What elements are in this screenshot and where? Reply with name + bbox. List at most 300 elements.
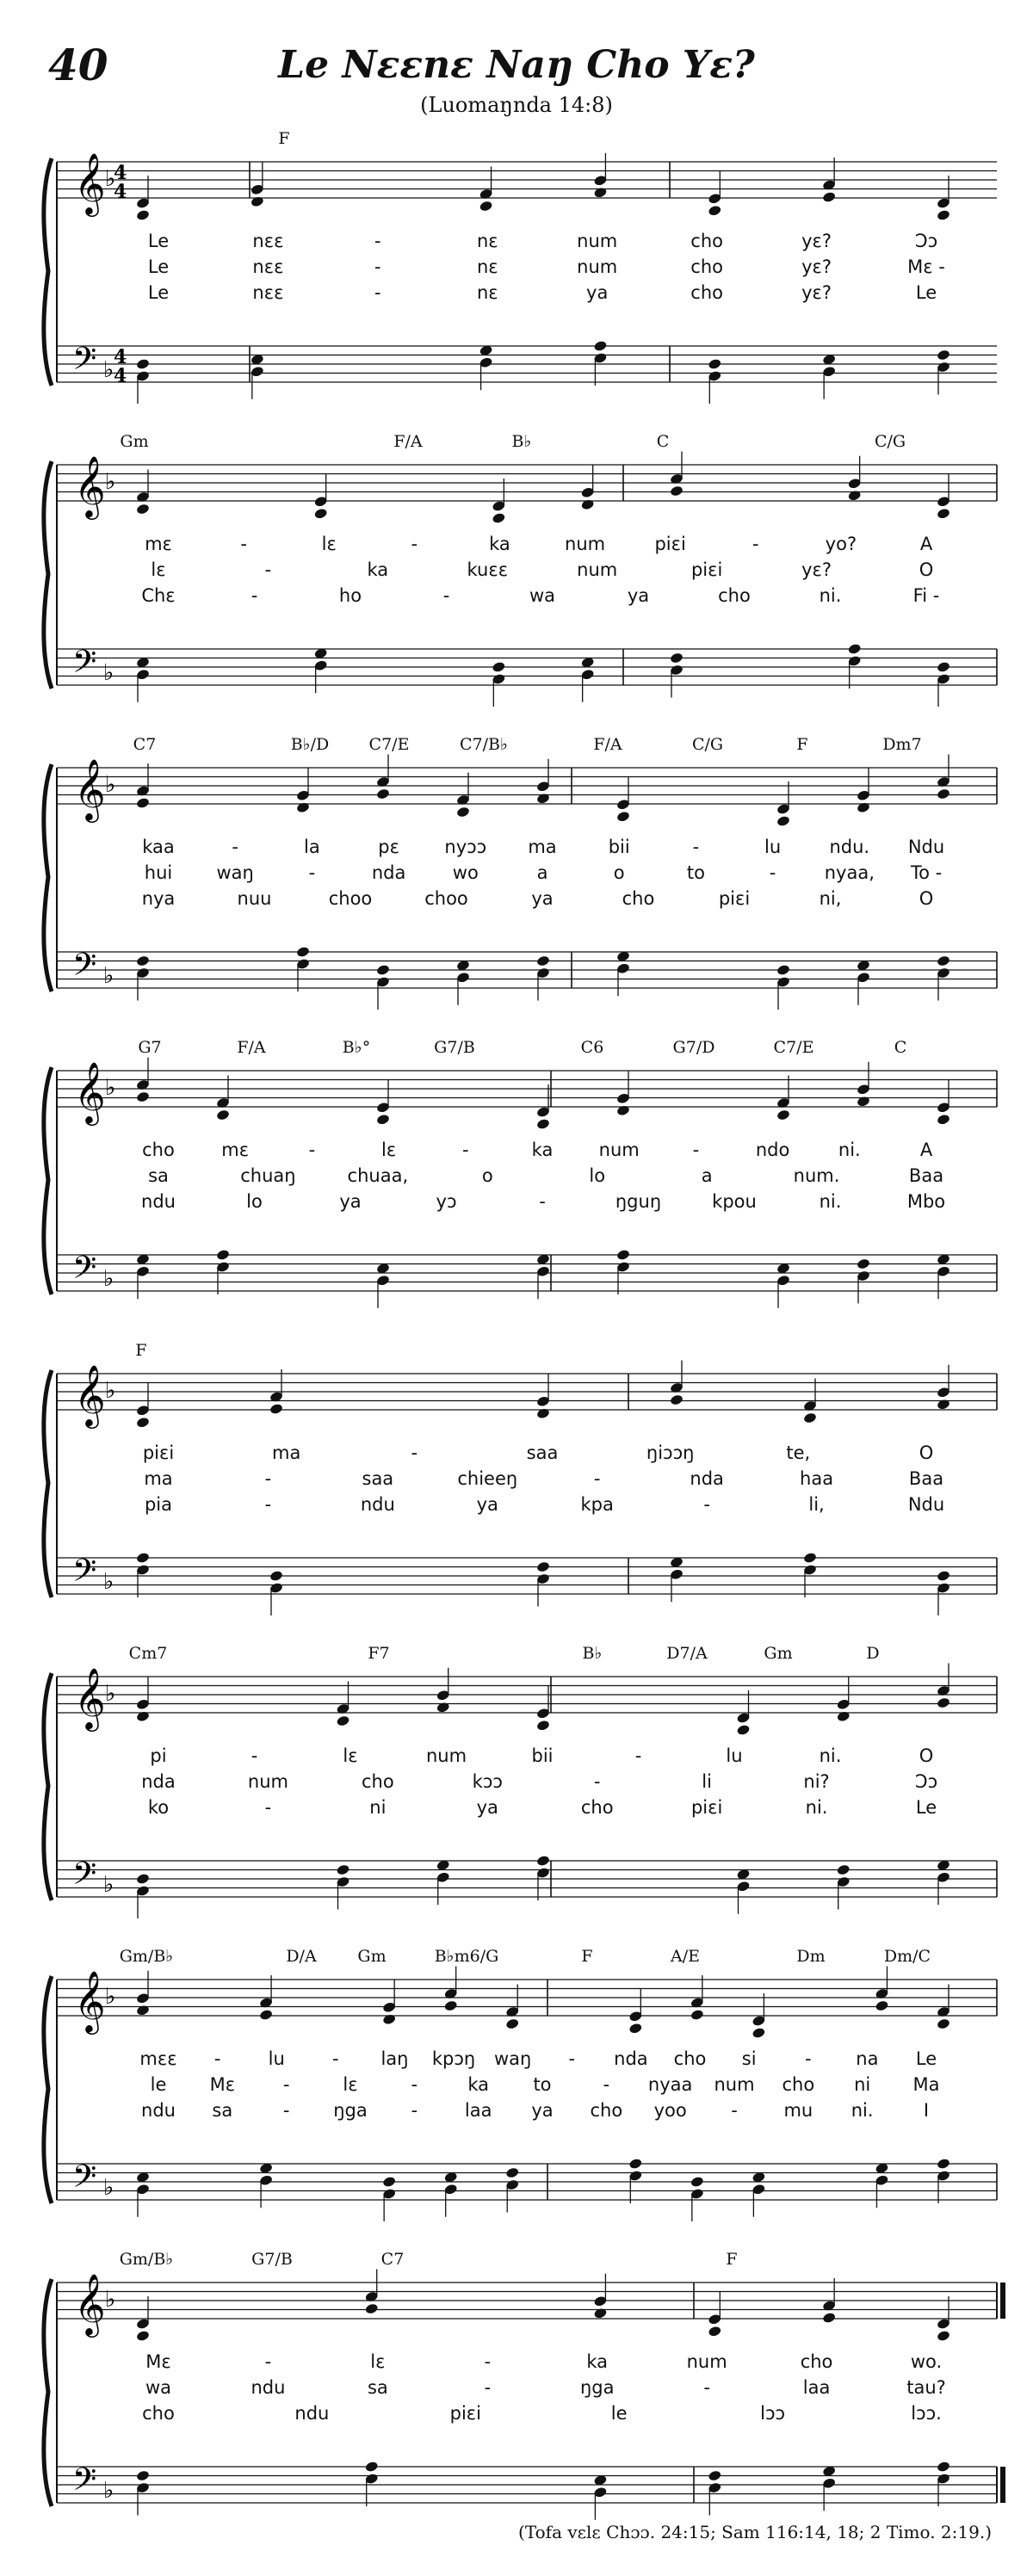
tenor-note-icon: [937, 2158, 951, 2170]
lyric-syllable: cho: [361, 1771, 394, 1792]
chord-symbol: Gm/B♭: [119, 1947, 174, 1966]
alto-note-icon: [536, 793, 551, 805]
lyric-syllable: mε: [221, 1140, 250, 1160]
alto-note-icon: [593, 2307, 608, 2320]
tenor-note-icon: [616, 1249, 631, 1261]
lyric-syllable: nuu: [237, 888, 272, 909]
lyric-syllable: lε: [381, 1140, 397, 1160]
lyric-syllable: wa: [529, 585, 556, 606]
lyric-syllable: cho: [782, 2074, 815, 2095]
chord-symbol: Gm/B♭: [119, 2250, 174, 2269]
lyric-syllable: li,: [808, 1494, 825, 1515]
lyrics-verse-3: [0, 282, 1033, 308]
chord-symbol: D: [866, 1644, 880, 1663]
lyric-syllable: ya: [339, 1191, 362, 1212]
lyric-syllable: la: [304, 837, 320, 857]
lyric-syllable: Mε -: [907, 256, 945, 277]
lyrics-verse-1: [0, 2351, 1033, 2377]
tenor-note-icon: [937, 1570, 951, 1582]
hymn-number: 40: [48, 40, 108, 90]
lyric-syllable: ni.: [805, 1797, 828, 1818]
bass-clef-icon: 𝄢: [72, 644, 97, 688]
alto-note-icon: [580, 498, 595, 510]
alto-note-icon: [670, 485, 684, 497]
lyric-hyphen: -: [462, 1140, 469, 1160]
alto-note-icon: [479, 200, 493, 212]
lyrics-verse-1: [0, 231, 1033, 256]
tenor-note-icon: [857, 1257, 871, 1269]
lyric-hyphen: -: [703, 2377, 710, 2398]
alto-note-icon: [536, 1118, 551, 1130]
tenor-note-icon: [136, 358, 151, 370]
alto-note-icon: [803, 1412, 818, 1424]
lyric-syllable: haa: [800, 1468, 834, 1489]
alto-note-icon: [857, 801, 871, 813]
music-system: [0, 1341, 1033, 1651]
key-flat-icon: ♭: [105, 2287, 116, 2313]
alto-note-icon: [937, 2330, 951, 2342]
lyric-syllable: ndu: [360, 1494, 395, 1515]
lyric-syllable: Chε: [141, 585, 176, 606]
lyric-syllable: ya: [476, 1494, 498, 1515]
tenor-note-icon: [803, 1552, 818, 1564]
alto-note-icon: [536, 1407, 551, 1419]
lyrics-verse-2: [0, 2377, 1033, 2403]
lyric-syllable: A: [919, 534, 933, 554]
alto-note-icon: [536, 1720, 551, 1732]
lyric-syllable: mu: [783, 2100, 813, 2121]
lyric-syllable: Le: [147, 231, 170, 251]
lyric-syllable: Le: [147, 282, 170, 303]
lyric-syllable: si: [741, 2048, 757, 2069]
lyric-syllable: yε?: [801, 231, 832, 251]
lyric-hyphen: -: [752, 534, 759, 554]
lyric-syllable: ŋiɔɔŋ: [646, 1442, 695, 1463]
alto-note-icon: [937, 2017, 951, 2029]
lyric-syllable: Baa: [908, 1165, 944, 1186]
lyric-syllable: wa: [145, 2377, 172, 2398]
lyric-syllable: wo.: [910, 2351, 943, 2372]
key-flat-icon: ♭: [103, 660, 114, 686]
lyric-syllable: mεε: [139, 2048, 177, 2069]
key-flat-icon: ♭: [103, 357, 114, 383]
lyric-hyphen: -: [603, 2074, 610, 2095]
lyric-syllable: chuaŋ: [240, 1165, 296, 1186]
lyric-hyphen: -: [282, 2074, 290, 2095]
lyric-syllable: saa: [526, 1442, 559, 1463]
tenor-note-icon: [690, 2176, 705, 2188]
lyric-syllable: piεi: [449, 2403, 481, 2424]
chord-symbol: C: [656, 432, 670, 451]
alto-note-icon: [736, 1724, 751, 1736]
chord-symbol: B♭: [511, 432, 532, 451]
lyric-syllable: O: [919, 1442, 934, 1463]
lyrics-verse-3: [0, 1191, 1033, 1217]
lyric-syllable: lɔɔ.: [911, 2403, 942, 2424]
alto-note-icon: [456, 806, 471, 818]
lyric-syllable: Ɔɔ: [914, 231, 938, 251]
alto-note-icon: [776, 1109, 791, 1121]
lyric-syllable: pi: [150, 1745, 167, 1766]
chord-symbol: C7/E: [368, 735, 410, 754]
chord-symbol: F/A: [237, 1038, 266, 1057]
alto-note-icon: [296, 801, 311, 813]
lyric-syllable: Mbo: [906, 1191, 946, 1212]
lyric-syllable: sa: [367, 2377, 388, 2398]
alto-note-icon: [136, 1090, 151, 1103]
lyric-syllable: lɔɔ: [760, 2403, 786, 2424]
tenor-note-icon: [708, 2469, 722, 2481]
alto-note-icon: [136, 1417, 151, 1429]
chord-symbol: D7/A: [666, 1644, 708, 1663]
lyrics-verse-3: [0, 1797, 1033, 1823]
tenor-note-icon: [670, 652, 684, 664]
chord-symbol: C7: [380, 2250, 405, 2269]
tenor-note-icon: [296, 946, 311, 958]
alto-note-icon: [937, 209, 951, 221]
lyric-syllable: ndo: [755, 1140, 790, 1160]
tenor-note-icon: [382, 2176, 397, 2188]
tenor-note-icon: [492, 661, 506, 673]
lyric-syllable: piεi: [142, 1442, 175, 1463]
lyric-hyphen: -: [308, 1140, 316, 1160]
lyric-syllable: ni.: [819, 1745, 842, 1766]
alto-note-icon: [313, 508, 328, 520]
lyrics-verse-2: [0, 2074, 1033, 2100]
lyric-syllable: choo: [424, 888, 468, 909]
alto-note-icon: [752, 2027, 766, 2039]
bass-clef-icon: 𝄢: [72, 2159, 97, 2202]
chord-symbol: C/G: [691, 735, 724, 754]
lyric-syllable: ŋguŋ: [615, 1191, 662, 1212]
lyric-syllable: yo?: [825, 534, 857, 554]
lyric-syllable: ya: [531, 888, 554, 909]
lyric-hyphen: -: [251, 1745, 258, 1766]
lyric-syllable: waŋ: [216, 862, 254, 883]
lyric-hyphen: -: [411, 1442, 418, 1463]
alto-note-icon: [382, 2013, 397, 2025]
lyric-syllable: lu: [268, 2048, 285, 2069]
alto-note-icon: [776, 815, 791, 827]
lyric-syllable: ndu: [141, 1191, 176, 1212]
bass-clef-icon: 𝄢: [72, 1553, 97, 1597]
music-system: [0, 432, 1033, 742]
lyric-syllable: kɔɔ: [472, 1771, 503, 1792]
alto-note-icon: [251, 195, 265, 207]
lyric-syllable: Ndu: [907, 837, 945, 857]
chord-symbol: F: [278, 129, 290, 148]
alto-note-icon: [937, 1696, 951, 1708]
bass-clef-icon: 𝄢: [72, 947, 97, 991]
lyrics-verse-3: [0, 2100, 1033, 2126]
lyric-syllable: bii: [531, 1745, 554, 1766]
lyric-syllable: o: [613, 862, 625, 883]
time-signature-numerator: 4: [114, 346, 127, 368]
time-signature-numerator: 4: [114, 162, 127, 184]
lyrics-verse-1: [0, 1140, 1033, 1165]
lyric-syllable: num: [686, 2351, 727, 2372]
alto-note-icon: [364, 2302, 379, 2314]
key-flat-icon: ♭: [103, 963, 114, 989]
lyric-syllable: ko: [147, 1797, 170, 1818]
lyric-hyphen: -: [332, 2048, 339, 2069]
chord-symbol: B♭°: [342, 1038, 371, 1057]
lyric-syllable: num: [577, 559, 618, 580]
lyric-syllable: cho: [622, 888, 655, 909]
tenor-note-icon: [937, 661, 951, 673]
lyric-syllable: yε?: [801, 282, 832, 303]
tenor-note-icon: [136, 1552, 151, 1564]
lyric-syllable: cho: [590, 2100, 623, 2121]
lyric-syllable: pia: [144, 1494, 173, 1515]
music-system: [0, 1038, 1033, 1348]
lyric-hyphen: -: [442, 585, 450, 606]
alto-note-icon: [847, 490, 862, 502]
lyric-syllable: ma: [528, 837, 557, 857]
tenor-note-icon: [593, 340, 608, 352]
tenor-note-icon: [937, 349, 951, 361]
chord-symbol: G7/B: [251, 2250, 293, 2269]
lyric-syllable: ya: [531, 2100, 554, 2121]
alto-note-icon: [216, 1109, 231, 1121]
lyric-syllable: ni: [369, 1797, 387, 1818]
chord-symbol: Gm: [120, 432, 149, 451]
alto-note-icon: [937, 1399, 951, 1411]
lyric-hyphen: -: [374, 282, 381, 303]
alto-note-icon: [136, 503, 151, 515]
tenor-note-icon: [136, 954, 151, 967]
lyrics-verse-1: [0, 534, 1033, 559]
lyric-syllable: num: [565, 534, 606, 554]
lyric-syllable: yε?: [801, 256, 832, 277]
tenor-note-icon: [708, 358, 722, 370]
lyric-syllable: cho: [580, 1797, 614, 1818]
hymn-title: Le Nεεnε Naŋ Cho Yε?: [278, 43, 755, 87]
lyric-syllable: tau?: [906, 2377, 946, 2398]
lyric-syllable: mε: [145, 534, 172, 554]
lyric-hyphen: -: [804, 2048, 812, 2069]
key-flat-icon: ♭: [105, 1984, 116, 2010]
lyric-syllable: lε: [370, 2351, 386, 2372]
chord-symbol: D/A: [286, 1947, 317, 1966]
chord-symbol: G7/D: [672, 1038, 715, 1057]
lyric-syllable: nεε: [252, 282, 284, 303]
treble-clef-icon: 𝄞: [74, 454, 106, 517]
lyric-syllable: nε: [476, 282, 498, 303]
lyric-syllable: Baa: [908, 1468, 944, 1489]
alto-note-icon: [937, 508, 951, 520]
chord-symbol: C7/E: [773, 1038, 814, 1057]
tenor-note-icon: [376, 964, 391, 976]
lyric-syllable: a: [536, 862, 548, 883]
treble-clef-icon: 𝄞: [74, 151, 106, 214]
lyric-syllable: ni.: [819, 1191, 842, 1212]
alto-note-icon: [616, 811, 631, 823]
treble-clef-icon: 𝄞: [74, 1969, 106, 2032]
key-flat-icon: ♭: [103, 2175, 114, 2201]
lyric-syllable: to: [533, 2074, 552, 2095]
bass-clef-icon: 𝄢: [72, 341, 97, 385]
alto-note-icon: [616, 1104, 631, 1116]
lyric-syllable: laŋ: [380, 2048, 409, 2069]
chord-symbol: A/E: [671, 1947, 700, 1966]
lyric-syllable: nda: [690, 1468, 724, 1489]
lyric-syllable: ni?: [803, 1771, 830, 1792]
lyric-syllable: lε: [343, 2074, 358, 2095]
tenor-note-icon: [628, 2158, 643, 2170]
lyric-syllable: ya: [476, 1797, 498, 1818]
key-flat-icon: ♭: [105, 166, 116, 192]
alto-note-icon: [376, 1114, 391, 1126]
lyric-syllable: nya: [141, 888, 176, 909]
final-barline: [1000, 2467, 1005, 2503]
lyric-syllable: ni: [854, 2074, 871, 2095]
lyric-hyphen: -: [374, 256, 381, 277]
lyrics-verse-3: [0, 888, 1033, 914]
music-system: [0, 1644, 1033, 1954]
lyric-syllable: nda: [141, 1771, 176, 1792]
lyric-syllable: nyaa: [647, 2074, 693, 2095]
chord-symbol: C7/B♭: [460, 735, 508, 754]
chord-symbol: F: [581, 1947, 593, 1966]
lyric-syllable: num: [598, 1140, 640, 1160]
time-signature-denominator: 4: [114, 365, 127, 387]
tenor-note-icon: [364, 2461, 379, 2473]
alto-note-icon: [628, 2023, 643, 2035]
lyric-syllable: cho: [690, 256, 723, 277]
lyric-syllable: o: [481, 1165, 493, 1186]
tenor-note-icon: [269, 1570, 284, 1582]
lyric-syllable: ka: [489, 534, 510, 554]
tenor-note-icon: [505, 2166, 520, 2178]
lyric-syllable: laa: [464, 2100, 492, 2121]
tenor-note-icon: [136, 1873, 151, 1885]
alto-note-icon: [136, 1710, 151, 1722]
lyric-hyphen: -: [692, 1140, 700, 1160]
lyric-syllable: nyɔɔ: [444, 837, 487, 857]
lyric-syllable: nεε: [252, 256, 284, 277]
lyric-syllable: ndu: [294, 2403, 330, 2424]
lyric-syllable: lε: [343, 1745, 358, 1766]
lyric-syllable: Ma: [912, 2074, 940, 2095]
footer-scripture-references: (Tofa vεlε Chɔɔ. 24:15; Sam 116:14, 18; 2 Timo. 2:19.): [518, 2522, 992, 2542]
lyric-syllable: ka: [467, 2074, 489, 2095]
lyric-syllable: wo: [452, 862, 479, 883]
lyric-hyphen: -: [568, 2048, 576, 2069]
lyric-syllable: ni.: [819, 585, 842, 606]
lyric-syllable: ka: [531, 1140, 554, 1160]
chord-symbol: F7: [368, 1644, 390, 1663]
lyric-syllable: kpou: [712, 1191, 757, 1212]
lyric-syllable: sa: [148, 1165, 169, 1186]
lyric-syllable: kuεε: [467, 559, 509, 580]
lyric-syllable: choo: [328, 888, 373, 909]
chord-symbol: C: [894, 1038, 907, 1057]
lyric-syllable: hui: [144, 862, 173, 883]
alto-note-icon: [822, 191, 837, 203]
chord-symbol: B♭m6/G: [434, 1947, 499, 1966]
lyric-syllable: ka: [586, 2351, 609, 2372]
lyrics-verse-2: [0, 1468, 1033, 1494]
chord-symbol: F: [796, 735, 808, 754]
lyric-syllable: Ndu: [907, 1494, 945, 1515]
lyric-hyphen: -: [411, 2074, 418, 2095]
lyric-syllable: ŋga: [333, 2100, 368, 2121]
lyric-syllable: piεi: [690, 1797, 723, 1818]
lyric-syllable: kpa: [580, 1494, 614, 1515]
alto-note-icon: [136, 2330, 151, 2342]
chord-symbol: B♭/D: [290, 735, 330, 754]
lyric-hyphen: -: [308, 862, 316, 883]
alto-note-icon: [436, 1702, 450, 1714]
alto-note-icon: [136, 2005, 151, 2017]
lyric-syllable: cho: [800, 2351, 833, 2372]
final-barline: [1000, 2283, 1005, 2319]
lyric-syllable: ni.: [838, 1140, 861, 1160]
lyric-syllable: cho: [690, 231, 723, 251]
alto-note-icon: [492, 512, 506, 524]
lyric-hyphen: -: [264, 1468, 272, 1489]
lyrics-verse-2: [0, 559, 1033, 585]
lyric-syllable: nda: [614, 2048, 648, 2069]
lyric-syllable: Le: [915, 2048, 937, 2069]
tenor-note-icon: [836, 1863, 851, 1875]
lyric-syllable: li: [702, 1771, 712, 1792]
lyric-syllable: cho: [690, 282, 723, 303]
lyric-syllable: Ɔɔ: [914, 1771, 938, 1792]
lyric-syllable: bii: [608, 837, 630, 857]
lyric-syllable: ŋga: [579, 2377, 615, 2398]
key-flat-icon: ♭: [105, 772, 116, 798]
lyric-syllable: piεi: [718, 888, 751, 909]
lyric-syllable: sa: [212, 2100, 233, 2121]
lyric-syllable: nε: [476, 256, 498, 277]
alto-note-icon: [376, 788, 391, 800]
bass-clef-icon: 𝄢: [72, 1856, 97, 1900]
treble-clef-icon: 𝄞: [74, 2272, 106, 2335]
chord-symbol: G7: [138, 1038, 162, 1057]
lyric-syllable: nyaa,: [824, 862, 875, 883]
tenor-note-icon: [216, 1249, 231, 1261]
key-flat-icon: ♭: [105, 469, 116, 495]
music-system: [0, 2250, 1033, 2560]
tenor-note-icon: [776, 964, 791, 976]
lyrics-verse-2: [0, 1165, 1033, 1191]
lyric-syllable: num: [714, 2074, 755, 2095]
lyric-hyphen: -: [251, 585, 258, 606]
lyric-syllable: num: [577, 256, 618, 277]
lyric-syllable: O: [919, 1745, 934, 1766]
lyrics-verse-1: [0, 1745, 1033, 1771]
lyrics-verse-1: [0, 2048, 1033, 2074]
alto-note-icon: [336, 1714, 350, 1727]
chord-symbol: Cm7: [128, 1644, 168, 1663]
lyric-syllable: ni.: [851, 2100, 874, 2121]
lyric-hyphen: -: [411, 534, 418, 554]
chord-symbol: Dm/C: [883, 1947, 931, 1966]
tenor-note-icon: [536, 954, 551, 967]
time-signature-denominator: 4: [114, 181, 127, 203]
lyric-syllable: na: [856, 2048, 879, 2069]
tenor-note-icon: [336, 1863, 350, 1875]
lyric-syllable: Le: [147, 256, 170, 277]
lyric-hyphen: -: [264, 1797, 272, 1818]
chord-symbol: Gm: [357, 1947, 387, 1966]
chord-symbol: F/A: [393, 432, 423, 451]
lyric-syllable: lo: [589, 1165, 606, 1186]
key-flat-icon: ♭: [105, 1681, 116, 1707]
lyrics-verse-3: [0, 1494, 1033, 1520]
